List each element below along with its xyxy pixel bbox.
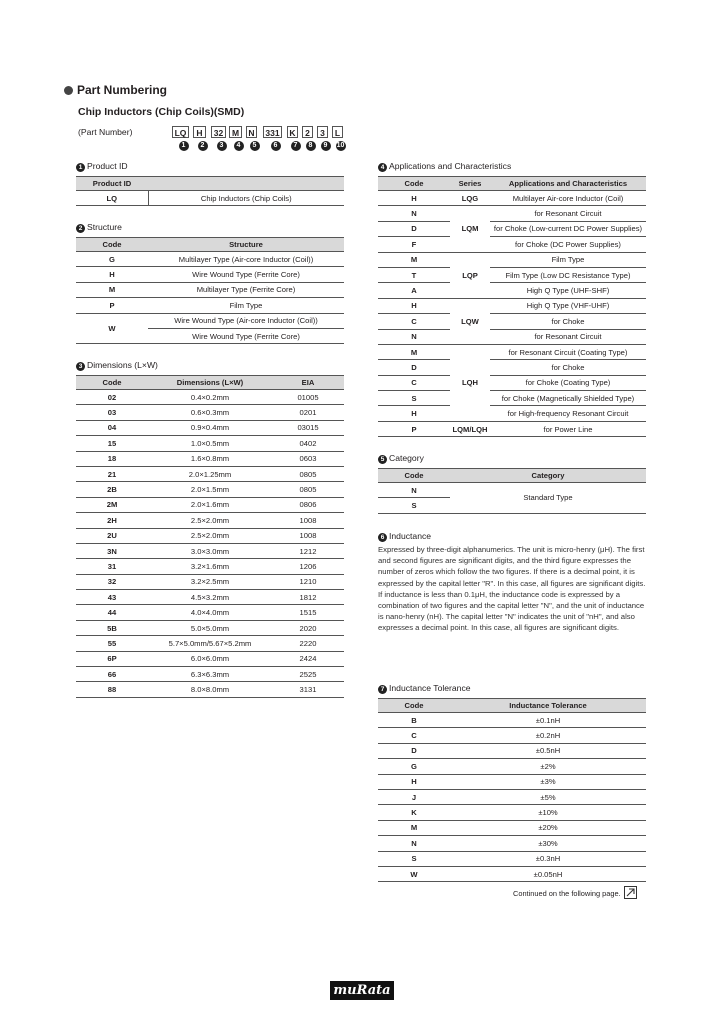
code-cell: 44 bbox=[76, 605, 148, 620]
table-row bbox=[76, 252, 344, 267]
eia-cell: 1210 bbox=[272, 574, 344, 589]
table-row bbox=[378, 375, 646, 390]
code-cell: 6P bbox=[76, 651, 148, 666]
part-code-box: N bbox=[246, 126, 257, 138]
value-cell: Standard Type bbox=[450, 483, 646, 514]
table-row bbox=[378, 851, 646, 866]
table-row bbox=[76, 559, 344, 574]
dimension-cell: 3.0×3.0mm bbox=[148, 543, 272, 558]
code-cell: S bbox=[378, 851, 450, 866]
series-cell: LQM/LQH bbox=[450, 421, 490, 436]
table-row bbox=[378, 391, 646, 406]
tolerance-cell: ±30% bbox=[450, 836, 646, 851]
table-row bbox=[378, 237, 646, 252]
part-code-box: 2 bbox=[302, 126, 313, 138]
code-cell: A bbox=[378, 283, 450, 298]
eia-cell: 0201 bbox=[272, 405, 344, 420]
inductance-paragraph: Expressed by three-digit alphanumerics. The unit is micro-henry (μH). The first and second figures are significant digits, and the third figure expresses the number of zeros which follow the two figures. If there is a decimal point, it is expressed by the capital letter "R". In this case, all figures are significant digits. If inductance is less than 0.1μH, the inductance code is expressed by a combination of two figures and the capital letter "N", and the unit of inductance is nano-henry (nH). The capital letter "N" indicates the unit of "nH", and also expresses a decimal point. In this case, all figures are significant digits. bbox=[378, 545, 646, 633]
table-row bbox=[378, 866, 646, 881]
code-cell: N bbox=[378, 836, 450, 851]
eia-cell: 1008 bbox=[272, 513, 344, 528]
code-cell: 04 bbox=[76, 420, 148, 435]
eia-cell: 2525 bbox=[272, 667, 344, 682]
series-cell: LQG bbox=[450, 191, 490, 206]
table-row bbox=[76, 605, 344, 620]
value-cell: Multilayer Type (Air-core Inductor (Coil)) bbox=[148, 252, 344, 267]
header-cell: Dimensions (L×W) bbox=[148, 376, 272, 390]
table-row bbox=[378, 283, 646, 298]
value-cell: Film Type bbox=[148, 298, 344, 313]
application-cell: High Q Type (VHF-UHF) bbox=[490, 298, 646, 313]
eia-cell: 1206 bbox=[272, 559, 344, 574]
eia-cell: 0806 bbox=[272, 497, 344, 512]
series-cell: LQH bbox=[450, 344, 490, 421]
table-row bbox=[76, 298, 344, 313]
part-number-label: (Part Number) bbox=[78, 127, 133, 137]
code-cell: N bbox=[378, 329, 450, 344]
application-cell: for Choke (Low-current DC Power Supplies) bbox=[490, 221, 646, 236]
value-cell: Wire Wound Type (Air-core Inductor (Coil)) bbox=[148, 313, 344, 328]
table-row bbox=[378, 344, 646, 359]
table-row bbox=[76, 466, 344, 481]
dimensions-title: 3 Dimensions (L×W) bbox=[76, 360, 158, 371]
header-cell: Series bbox=[450, 177, 490, 191]
code-cell: H bbox=[378, 298, 450, 313]
code-cell: D bbox=[378, 360, 450, 375]
code-cell: 88 bbox=[76, 682, 148, 697]
application-cell: High Q Type (UHF-SHF) bbox=[490, 283, 646, 298]
marker-number: 5 bbox=[250, 141, 260, 151]
marker-number: 9 bbox=[321, 141, 331, 151]
tolerance-cell: ±20% bbox=[450, 820, 646, 835]
application-cell: Multilayer Air-core Inductor (Coil) bbox=[490, 191, 646, 206]
table-row bbox=[378, 206, 646, 221]
tolerance-title: 7 Inductance Tolerance bbox=[378, 683, 471, 694]
eia-cell: 1515 bbox=[272, 605, 344, 620]
part-code-box: M bbox=[229, 126, 242, 138]
arrow-icon[interactable] bbox=[624, 886, 637, 899]
dimension-cell: 2.5×2.0mm bbox=[148, 513, 272, 528]
table-row bbox=[378, 836, 646, 851]
header-cell: Inductance Tolerance bbox=[450, 699, 646, 713]
application-cell: for Choke (Coating Type) bbox=[490, 375, 646, 390]
part-code-box: K bbox=[287, 126, 298, 138]
marker-number: 10 bbox=[336, 142, 345, 149]
code-cell: M bbox=[378, 252, 450, 267]
table-row bbox=[378, 728, 646, 743]
part-code-box: 32 bbox=[211, 126, 226, 138]
table-row bbox=[76, 574, 344, 589]
table-row bbox=[378, 267, 646, 282]
code-cell: D bbox=[378, 221, 450, 236]
header-cell: Category bbox=[450, 469, 646, 483]
code-cell: N bbox=[378, 206, 450, 221]
table-row bbox=[378, 221, 646, 236]
table-row bbox=[378, 406, 646, 421]
code-cell: T bbox=[378, 267, 450, 282]
marker-number: 7 bbox=[291, 141, 301, 151]
marker-number: 3 bbox=[217, 141, 227, 151]
code-cell: 31 bbox=[76, 559, 148, 574]
table-row bbox=[378, 743, 646, 758]
code-cell: 55 bbox=[76, 636, 148, 651]
eia-cell: 2220 bbox=[272, 636, 344, 651]
structure-table bbox=[76, 237, 344, 344]
application-cell: for Resonant Circuit (Coating Type) bbox=[490, 344, 646, 359]
code-cell: P bbox=[76, 298, 148, 313]
dimension-cell: 2.0×1.6mm bbox=[148, 497, 272, 512]
product-id-table bbox=[76, 176, 344, 206]
subtitle: Chip Inductors (Chip Coils)(SMD) bbox=[78, 106, 245, 118]
inductance-title: 6 Inductance bbox=[378, 531, 431, 542]
eia-cell: 2020 bbox=[272, 620, 344, 635]
code-cell: B bbox=[378, 713, 450, 728]
dimension-cell: 3.2×2.5mm bbox=[148, 574, 272, 589]
code-cell: F bbox=[378, 237, 450, 252]
table-row bbox=[76, 651, 344, 666]
dimension-cell: 0.9×0.4mm bbox=[148, 420, 272, 435]
code-cell: D bbox=[378, 743, 450, 758]
table-row bbox=[76, 590, 344, 605]
dimension-cell: 3.2×1.6mm bbox=[148, 559, 272, 574]
dimension-cell: 5.7×5.0mm/5.67×5.2mm bbox=[148, 636, 272, 651]
applications-table bbox=[378, 176, 646, 437]
table-row bbox=[76, 420, 344, 435]
application-cell: Film Type (Low DC Resistance Type) bbox=[490, 267, 646, 282]
code-cell: G bbox=[378, 759, 450, 774]
series-cell: LQM bbox=[450, 206, 490, 252]
table-row bbox=[378, 360, 646, 375]
table-row bbox=[76, 682, 344, 697]
application-cell: for Resonant Circuit bbox=[490, 206, 646, 221]
application-cell: for High-frequency Resonant Circuit bbox=[490, 406, 646, 421]
tolerance-cell: ±0.05nH bbox=[450, 866, 646, 881]
dimension-cell: 2.0×1.25mm bbox=[148, 466, 272, 481]
table-row bbox=[378, 252, 646, 267]
marker-number: 8 bbox=[306, 141, 316, 151]
tolerance-cell: ±5% bbox=[450, 789, 646, 804]
applications-title: 4 Applications and Characteristics bbox=[378, 161, 511, 172]
part-code-box: LQ bbox=[172, 126, 189, 138]
marker-number: 2 bbox=[198, 141, 208, 151]
eia-cell: 1008 bbox=[272, 528, 344, 543]
tolerance-cell: ±3% bbox=[450, 774, 646, 789]
header-cell: Code bbox=[378, 469, 450, 483]
table-row bbox=[76, 497, 344, 512]
dimension-cell: 4.0×4.0mm bbox=[148, 605, 272, 620]
table-row bbox=[76, 436, 344, 451]
tolerance-cell: ±2% bbox=[450, 759, 646, 774]
code-cell: 02 bbox=[76, 390, 148, 405]
bullet-icon bbox=[64, 86, 73, 95]
dimension-cell: 0.4×0.2mm bbox=[148, 390, 272, 405]
dimension-cell: 4.5×3.2mm bbox=[148, 590, 272, 605]
code-cell: M bbox=[76, 282, 148, 297]
code-cell: 5B bbox=[76, 620, 148, 635]
code-cell: W bbox=[378, 866, 450, 881]
part-code-box: L bbox=[332, 126, 343, 138]
category-title: 5 Category bbox=[378, 453, 424, 464]
dimension-cell: 2.0×1.5mm bbox=[148, 482, 272, 497]
code-cell: H bbox=[378, 774, 450, 789]
table-row bbox=[76, 267, 344, 282]
code-cell: K bbox=[378, 805, 450, 820]
code-cell: 15 bbox=[76, 436, 148, 451]
code-cell: C bbox=[378, 375, 450, 390]
table-row bbox=[378, 759, 646, 774]
code-cell: S bbox=[378, 391, 450, 406]
tolerance-cell: ±0.3nH bbox=[450, 851, 646, 866]
marker-number: 1 bbox=[179, 141, 189, 151]
eia-cell: 0402 bbox=[272, 436, 344, 451]
header-cell: Applications and Characteristics bbox=[490, 177, 646, 191]
code-cell: 43 bbox=[76, 590, 148, 605]
header-cell: Code bbox=[76, 376, 148, 390]
table-row bbox=[378, 774, 646, 789]
code-cell: 18 bbox=[76, 451, 148, 466]
table-row bbox=[378, 421, 646, 436]
application-cell: for Choke (Magnetically Shielded Type) bbox=[490, 391, 646, 406]
eia-cell: 1212 bbox=[272, 543, 344, 558]
code-cell: 2M bbox=[76, 497, 148, 512]
tolerance-cell: ±0.1nH bbox=[450, 713, 646, 728]
application-cell: for Choke bbox=[490, 314, 646, 329]
code-cell: 21 bbox=[76, 466, 148, 481]
table-row bbox=[378, 789, 646, 804]
application-cell: Film Type bbox=[490, 252, 646, 267]
eia-cell: 01005 bbox=[272, 390, 344, 405]
table-row bbox=[76, 636, 344, 651]
table-row bbox=[76, 405, 344, 420]
series-cell: LQP bbox=[450, 252, 490, 298]
application-cell: for Resonant Circuit bbox=[490, 329, 646, 344]
tolerance-cell: ±10% bbox=[450, 805, 646, 820]
table-row bbox=[76, 513, 344, 528]
header-cell: Code bbox=[378, 699, 450, 713]
value-cell: Multilayer Type (Ferrite Core) bbox=[148, 282, 344, 297]
code-cell: C bbox=[378, 314, 450, 329]
application-cell: for Choke (DC Power Supplies) bbox=[490, 237, 646, 252]
dimension-cell: 6.3×6.3mm bbox=[148, 667, 272, 682]
eia-cell: 2424 bbox=[272, 651, 344, 666]
dimension-cell: 5.0×5.0mm bbox=[148, 620, 272, 635]
dimension-cell: 1.0×0.5mm bbox=[148, 436, 272, 451]
eia-cell: 1812 bbox=[272, 590, 344, 605]
code-cell: N bbox=[378, 483, 450, 498]
tolerance-cell: ±0.2nH bbox=[450, 728, 646, 743]
code-cell: C bbox=[378, 728, 450, 743]
tolerance-cell: ±0.5nH bbox=[450, 743, 646, 758]
table-row bbox=[378, 329, 646, 344]
table-row bbox=[378, 191, 646, 206]
code-cell: S bbox=[378, 498, 450, 513]
table-row bbox=[378, 713, 646, 728]
dimension-cell: 1.6×0.8mm bbox=[148, 451, 272, 466]
header-cell: Code bbox=[378, 177, 450, 191]
application-cell: for Choke bbox=[490, 360, 646, 375]
continued-note[interactable]: Continued on the following page. bbox=[513, 886, 637, 899]
code-cell: 32 bbox=[76, 574, 148, 589]
code-cell: 2U bbox=[76, 528, 148, 543]
table-row bbox=[378, 820, 646, 835]
table-row bbox=[76, 620, 344, 635]
part-code-box: 331 bbox=[263, 126, 282, 138]
value-cell: Chip Inductors (Chip Coils) bbox=[148, 191, 344, 206]
code-cell: M bbox=[378, 344, 450, 359]
eia-cell: 03015 bbox=[272, 420, 344, 435]
code-cell: W bbox=[76, 313, 148, 344]
table-row bbox=[76, 313, 344, 328]
code-cell: 66 bbox=[76, 667, 148, 682]
dimension-cell: 8.0×8.0mm bbox=[148, 682, 272, 697]
code-cell: J bbox=[378, 789, 450, 804]
header-cell bbox=[148, 177, 344, 191]
code-cell: P bbox=[378, 421, 450, 436]
table-row bbox=[76, 282, 344, 297]
table-row bbox=[76, 667, 344, 682]
table-row bbox=[76, 543, 344, 558]
code-cell: G bbox=[76, 252, 148, 267]
code-cell: 03 bbox=[76, 405, 148, 420]
marker-number: 4 bbox=[234, 141, 244, 151]
eia-cell: 0805 bbox=[272, 482, 344, 497]
table-row bbox=[76, 528, 344, 543]
murata-logo: muRata bbox=[330, 981, 394, 1000]
table-row bbox=[378, 298, 646, 313]
section-heading: Part Numbering bbox=[64, 83, 167, 97]
table-row bbox=[378, 805, 646, 820]
eia-cell: 0603 bbox=[272, 451, 344, 466]
application-cell: for Power Line bbox=[490, 421, 646, 436]
code-cell: 2H bbox=[76, 513, 148, 528]
header-cell: EIA bbox=[272, 376, 344, 390]
table-row bbox=[378, 314, 646, 329]
table-row bbox=[76, 390, 344, 405]
code-cell: H bbox=[76, 267, 148, 282]
table-row bbox=[76, 482, 344, 497]
dimensions-table bbox=[76, 375, 344, 698]
code-cell: H bbox=[378, 406, 450, 421]
dimension-cell: 6.0×6.0mm bbox=[148, 651, 272, 666]
marker-number: 6 bbox=[271, 141, 281, 151]
dimension-cell: 0.6×0.3mm bbox=[148, 405, 272, 420]
eia-cell: 0805 bbox=[272, 466, 344, 481]
tolerance-table bbox=[378, 698, 646, 882]
code-cell: 3N bbox=[76, 543, 148, 558]
code-cell: H bbox=[378, 191, 450, 206]
part-code-box: H bbox=[193, 126, 206, 138]
code-cell: LQ bbox=[76, 191, 148, 206]
product-id-title: 1 Product ID bbox=[76, 161, 128, 172]
value-cell: Wire Wound Type (Ferrite Core) bbox=[148, 328, 344, 343]
table-row bbox=[76, 451, 344, 466]
header-cell: Product ID bbox=[76, 177, 148, 191]
category-table bbox=[378, 468, 646, 514]
series-cell: LQW bbox=[450, 298, 490, 344]
code-cell: M bbox=[378, 820, 450, 835]
eia-cell: 3131 bbox=[272, 682, 344, 697]
header-cell: Structure bbox=[148, 238, 344, 252]
header-cell: Code bbox=[76, 238, 148, 252]
structure-title: 2 Structure bbox=[76, 222, 122, 233]
code-cell: 2B bbox=[76, 482, 148, 497]
part-code-box: 3 bbox=[317, 126, 328, 138]
value-cell: Wire Wound Type (Ferrite Core) bbox=[148, 267, 344, 282]
dimension-cell: 2.5×2.0mm bbox=[148, 528, 272, 543]
